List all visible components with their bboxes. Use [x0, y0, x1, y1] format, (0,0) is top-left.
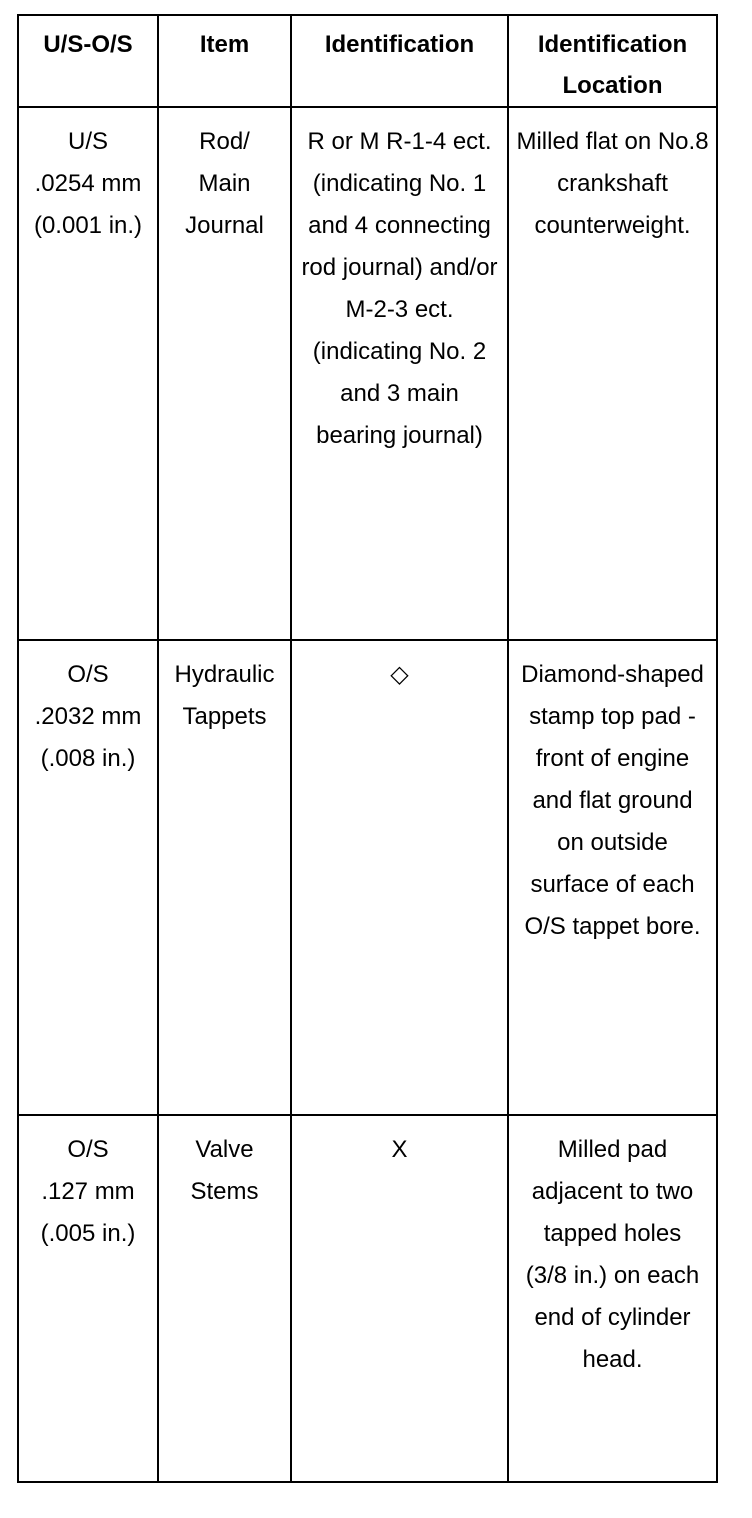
- header-line: Identification: [537, 31, 688, 58]
- cell-line: (.008 in.): [40, 745, 136, 772]
- cell-line: (0.001 in.): [33, 212, 143, 239]
- cell-line: X: [391, 1136, 408, 1163]
- header-us-os: [18, 15, 158, 107]
- table-row: [18, 640, 717, 1115]
- cell-line: Milled pad: [557, 1136, 668, 1163]
- cell-line: (.005 in.): [40, 1220, 136, 1247]
- cell-us-os: [18, 1115, 158, 1482]
- cell-line: (indicating No. 1: [312, 170, 487, 197]
- cell-line: (indicating No. 2: [312, 338, 487, 365]
- header-line: Item: [199, 31, 250, 58]
- cell-line: counterweight.: [534, 212, 691, 239]
- cell-line: surface of each: [530, 871, 695, 898]
- table-row: [18, 107, 717, 640]
- cell-line: .2032 mm: [34, 703, 142, 730]
- cell-line: front of engine: [535, 745, 690, 772]
- cell-line: stamp top pad -: [529, 703, 696, 730]
- header-identification: [291, 15, 508, 107]
- cell-identification: [291, 107, 508, 640]
- cell-line: O/S tappet bore.: [524, 913, 701, 940]
- cell-line: Journal: [185, 212, 264, 239]
- cell-line: Stems: [190, 1178, 259, 1205]
- cell-line: bearing journal): [316, 422, 483, 449]
- cell-identification-location: [508, 1115, 717, 1482]
- cell-line: Hydraulic: [174, 661, 275, 688]
- cell-line: U/S: [67, 128, 108, 155]
- header-row: [18, 15, 717, 107]
- header-line: Location: [562, 72, 663, 99]
- cell-line: (3/8 in.) on each: [525, 1262, 700, 1289]
- cell-line: end of cylinder: [534, 1304, 691, 1331]
- cell-line: Diamond-shaped: [521, 661, 704, 688]
- cell-identification-location: [508, 107, 717, 640]
- cell-line: and 3 main: [340, 380, 459, 407]
- cell-item: [158, 107, 291, 640]
- cell-line: Main: [198, 170, 251, 197]
- cell-identification: [291, 1115, 508, 1482]
- cell-line: Rod/: [199, 128, 250, 155]
- cell-line: M-2-3 ect.: [345, 296, 454, 323]
- cell-line: rod journal) and/or: [301, 254, 498, 281]
- diamond-icon: ◇: [390, 661, 409, 688]
- cell-line: O/S: [67, 1136, 109, 1163]
- table-row: [18, 1115, 717, 1482]
- header-line: U/S-O/S: [43, 31, 133, 58]
- cell-line: tapped holes: [543, 1220, 682, 1247]
- cell-identification-location: [508, 640, 717, 1115]
- cell-line: Tappets: [182, 703, 267, 730]
- cell-item: [158, 1115, 291, 1482]
- cell-us-os: [18, 640, 158, 1115]
- cell-line: on outside: [557, 829, 668, 856]
- cell-item: [158, 640, 291, 1115]
- cell-line: .0254 mm: [34, 170, 142, 197]
- header-line: Identification: [324, 31, 475, 58]
- cell-line: .127 mm: [41, 1178, 135, 1205]
- cell-line: Milled flat on No.8: [516, 128, 709, 155]
- cell-line: adjacent to two: [531, 1178, 694, 1205]
- header-identification-location: [508, 15, 717, 107]
- cell-line: and flat ground: [532, 787, 693, 814]
- cell-us-os: [18, 107, 158, 640]
- cell-line: crankshaft: [557, 170, 668, 197]
- cell-line: and 4 connecting: [308, 212, 491, 239]
- cell-line: O/S: [67, 661, 109, 688]
- cell-line: Valve: [195, 1136, 254, 1163]
- header-item: [158, 15, 291, 107]
- cell-line: R or M R-1-4 ect.: [307, 128, 492, 155]
- identification-table: [17, 14, 718, 1483]
- cell-identification: [291, 640, 508, 1115]
- cell-line: head.: [582, 1346, 643, 1373]
